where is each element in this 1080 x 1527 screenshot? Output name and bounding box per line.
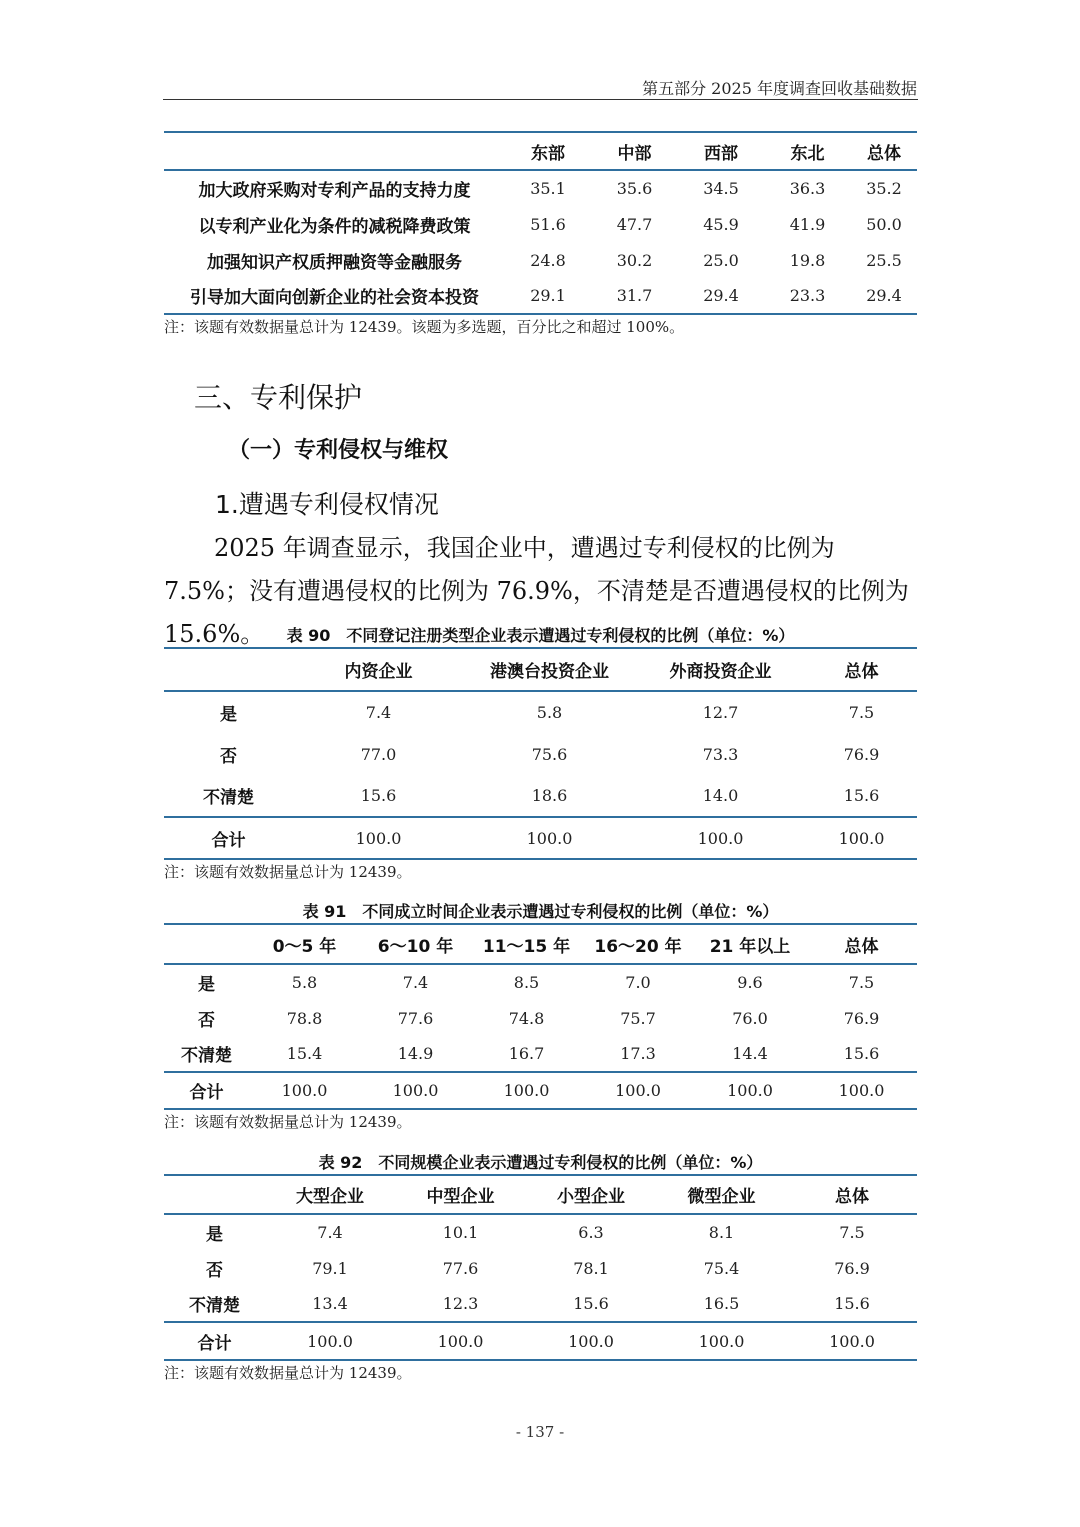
table-cell: 75.4 [703, 1258, 740, 1278]
table-header-row [164, 1175, 917, 1214]
table-header-row [164, 924, 917, 964]
table-total-row [164, 1072, 917, 1109]
row-label: 以专利产业化为条件的减税降费政策 [198, 216, 471, 237]
table-cell: 36.3 [789, 179, 826, 198]
row-label: 是 [220, 705, 237, 725]
body-paragraph: 2025 年调查显示，我国企业中，遭遇过专利侵权的比例为 7.5%；没有遭遇侵权的比例为 76.9%，不清楚是否遭遇侵权的比例为 15.6%。 [164, 534, 909, 648]
table-row [164, 1214, 917, 1250]
column-header [164, 132, 505, 170]
table-cell: 76.9 [843, 1008, 880, 1028]
table-cell: 8.5 [513, 973, 540, 992]
table-row [164, 1286, 917, 1322]
table-cell: 35.1 [530, 179, 566, 198]
table-cell: 25.0 [703, 250, 739, 270]
table-cell: 15.6 [573, 1294, 609, 1313]
table-cell: 14.9 [397, 1044, 434, 1063]
table-cell: 12.3 [442, 1294, 479, 1313]
table-cell: 7.4 [402, 973, 429, 992]
table-caption: 表 91 不同成立时间企业表示遭遇过专利侵权的比例（单位：%） [302, 902, 779, 921]
table-caption: 表 92 不同规模企业表示遭遇过专利侵权的比例（单位：%） [318, 1153, 763, 1172]
page-number: - 137 - [515, 1423, 565, 1441]
table-row [164, 964, 917, 1000]
table-cell: 100.0 [265, 1322, 395, 1360]
table-cell: 41.9 [789, 214, 826, 234]
table-cell: 10.1 [442, 1223, 479, 1242]
table-cell: 76.9 [834, 1258, 870, 1278]
column-header: 6～10 年 [360, 924, 471, 964]
table-cell: 17.3 [620, 1044, 656, 1063]
table-cell: 6.3 [578, 1223, 604, 1242]
table-cell: 100.0 [395, 1322, 526, 1360]
row-label: 否 [198, 1010, 215, 1031]
column-header: 西部 [678, 132, 764, 170]
topic-heading: 1.遭遇专利侵权情况 [215, 490, 439, 519]
table-cell: 15.6 [360, 786, 397, 805]
table-row [164, 242, 917, 278]
table-cell: 100.0 [806, 1072, 917, 1109]
table-cell: 100.0 [694, 1072, 806, 1109]
table-cell: 14.0 [702, 786, 739, 805]
table-cell: 73.3 [702, 744, 739, 764]
table-cell: 16.5 [703, 1294, 740, 1313]
table-cell: 31.7 [591, 278, 678, 314]
row-label: 合计 [164, 1322, 265, 1360]
table-row [164, 733, 917, 775]
column-header [164, 648, 293, 691]
column-header: 微型企业 [656, 1175, 787, 1214]
table-cell: 35.2 [866, 179, 902, 198]
column-header: 内资企业 [293, 648, 464, 691]
table-cell: 16.7 [508, 1044, 545, 1063]
column-header: 总体 [787, 1175, 917, 1214]
table-cell: 100.0 [806, 817, 917, 859]
row-label: 是 [198, 975, 215, 995]
table-cell: 74.8 [508, 1008, 545, 1028]
column-header: 外商投资企业 [635, 648, 806, 691]
table-cell: 8.1 [708, 1223, 735, 1242]
table-cell: 7.4 [317, 1223, 343, 1242]
table-cell: 14.4 [732, 1044, 768, 1063]
table-row [164, 206, 917, 242]
column-header: 0～5 年 [249, 924, 360, 964]
column-header [164, 924, 249, 964]
table-cell: 30.2 [616, 250, 653, 270]
table-cell: 15.6 [834, 1294, 870, 1313]
table-note: 注：该题有效数据量总计为 12439。 [164, 863, 412, 881]
table-row [164, 278, 917, 314]
table-header-row [164, 648, 917, 691]
table-cell: 76.9 [843, 744, 880, 764]
table-note: 注：该题有效数据量总计为 12439。 [164, 1113, 412, 1131]
table-cell: 29.4 [851, 278, 917, 314]
table-row [164, 775, 917, 817]
table-cell: 100.0 [464, 817, 635, 859]
row-label: 不清楚 [181, 1046, 232, 1066]
column-header: 东部 [505, 132, 591, 170]
table-total-row [164, 817, 917, 859]
table-cell: 78.8 [286, 1008, 323, 1028]
row-label: 合计 [164, 1072, 249, 1109]
table-cell: 7.5 [848, 703, 875, 722]
table-cell: 100.0 [526, 1322, 656, 1360]
table-cell: 24.8 [530, 250, 566, 270]
column-header: 港澳台投资企业 [464, 648, 635, 691]
column-header: 11～15 年 [471, 924, 582, 964]
table-row [164, 1000, 917, 1036]
enterprise-size-table [164, 1174, 917, 1361]
table-cell: 100.0 [471, 1072, 582, 1109]
table-cell: 45.9 [703, 214, 739, 234]
table-cell: 35.6 [616, 179, 653, 198]
registration-type-table [164, 647, 917, 860]
column-header [164, 1175, 265, 1214]
table-row [164, 170, 917, 206]
table-cell: 12.7 [702, 703, 739, 722]
table-cell: 23.3 [764, 278, 851, 314]
table-cell: 100.0 [787, 1322, 917, 1360]
row-label: 合计 [164, 817, 293, 859]
column-header: 中型企业 [395, 1175, 526, 1214]
table-cell: 100.0 [582, 1072, 694, 1109]
row-label: 引导加大面向创新企业的社会资本投资 [164, 278, 505, 314]
row-label: 否 [220, 746, 237, 767]
column-header: 16～20 年 [582, 924, 694, 964]
table-cell: 79.1 [312, 1258, 348, 1278]
table-cell: 51.6 [530, 214, 566, 234]
table-cell: 100.0 [360, 1072, 471, 1109]
table-cell: 100.0 [249, 1072, 360, 1109]
table-cell: 7.5 [839, 1223, 865, 1242]
table-cell: 47.7 [616, 214, 653, 234]
table-cell: 13.4 [312, 1294, 348, 1313]
row-label: 不清楚 [189, 1296, 240, 1316]
subsection-heading: （一）专利侵权与维权 [228, 438, 449, 463]
column-header: 总体 [851, 132, 917, 170]
table-cell: 15.6 [843, 1044, 880, 1063]
column-header: 总体 [806, 648, 917, 691]
column-header: 小型企业 [526, 1175, 656, 1214]
row-label: 不清楚 [203, 788, 254, 808]
table-cell: 15.4 [286, 1044, 323, 1063]
table-row [164, 1250, 917, 1286]
table-caption: 表 90 不同登记注册类型企业表示遭遇过专利侵权的比例（单位：%） [286, 626, 795, 645]
table-cell: 15.6 [843, 786, 880, 805]
table-cell: 18.6 [531, 786, 568, 805]
table-cell: 100.0 [293, 817, 464, 859]
header-divider [163, 99, 918, 100]
table-cell: 7.0 [625, 973, 651, 992]
column-header: 东北 [764, 132, 851, 170]
table-cell: 19.8 [789, 250, 826, 270]
table-cell: 29.1 [505, 278, 591, 314]
table-cell: 77.6 [442, 1258, 479, 1278]
table-row [164, 691, 917, 733]
table-cell: 29.4 [678, 278, 764, 314]
table-cell: 100.0 [635, 817, 806, 859]
table-cell: 75.7 [620, 1008, 656, 1028]
table-cell: 7.5 [848, 973, 875, 992]
row-label: 是 [206, 1225, 223, 1245]
table-cell: 5.8 [291, 973, 318, 992]
running-header: 第五部分 2025 年度调查回收基础数据 [642, 79, 917, 98]
table-cell: 77.0 [360, 744, 397, 764]
row-label: 加强知识产权质押融资等金融服务 [207, 252, 462, 273]
column-header: 21 年以上 [694, 924, 806, 964]
table-note: 注：该题有效数据量总计为 12439。该题为多选题，百分比之和超过 100%。 [164, 318, 685, 336]
policy-support-table [164, 131, 917, 315]
table-note: 注：该题有效数据量总计为 12439。 [164, 1364, 412, 1382]
table-cell: 5.8 [536, 703, 563, 722]
table-cell: 9.6 [737, 973, 763, 992]
column-header: 中部 [591, 132, 678, 170]
table-header-row [164, 132, 917, 170]
table-cell: 50.0 [866, 214, 902, 234]
table-cell: 34.5 [703, 179, 739, 198]
table-cell: 75.6 [531, 744, 568, 764]
row-label: 否 [206, 1260, 223, 1281]
row-label: 加大政府采购对专利产品的支持力度 [198, 181, 471, 201]
table-total-row [164, 1322, 917, 1360]
section-heading: 三、专利保护 [194, 381, 363, 414]
table-cell: 25.5 [866, 250, 902, 270]
table-cell: 76.0 [732, 1008, 768, 1028]
table-row [164, 1036, 917, 1072]
table-cell: 77.6 [397, 1008, 434, 1028]
table-cell: 78.1 [573, 1258, 609, 1278]
table-cell: 100.0 [656, 1322, 787, 1360]
column-header: 大型企业 [265, 1175, 395, 1214]
column-header: 总体 [806, 924, 917, 964]
establishment-age-table [164, 923, 917, 1110]
table-cell: 7.4 [365, 703, 392, 722]
